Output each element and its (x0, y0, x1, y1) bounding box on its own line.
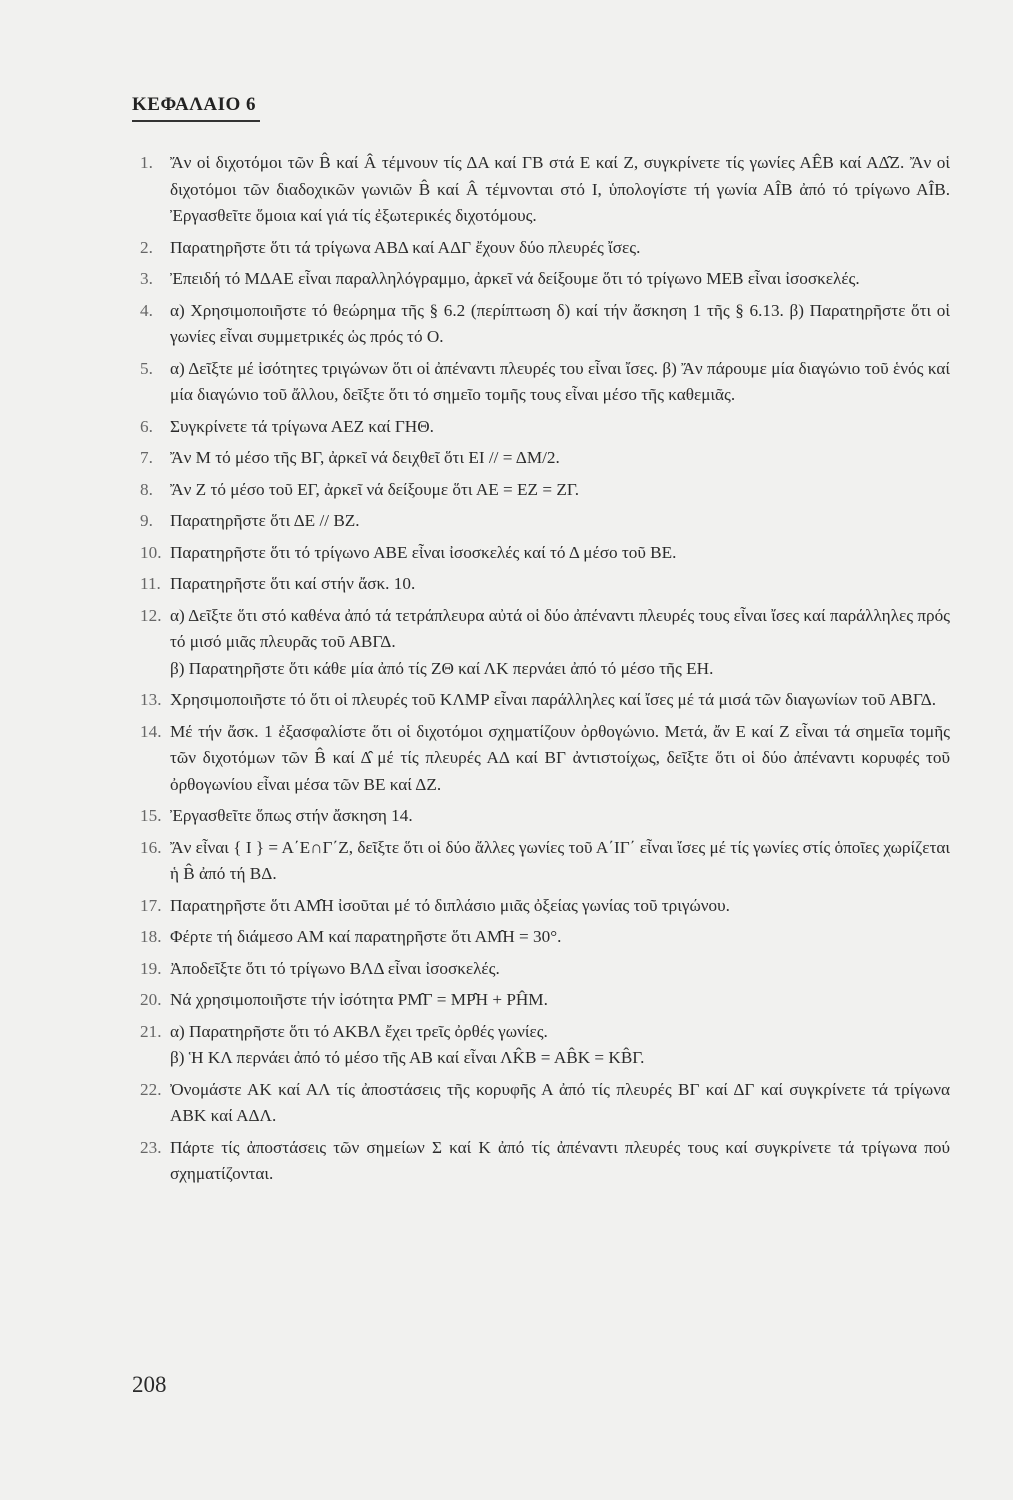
hint-item (140, 266, 950, 293)
chapter-heading: ΚΕΦΑΛΑΙΟ 6 (132, 94, 257, 115)
hint-item (140, 603, 950, 683)
hint-text: α) Χρησιμοποιῆστε τό θεώρημα τῆς § 6.2 (περίπτωση δ) καί τήν ἄσκηση 1 τῆς § 6.13. β) Παρατηρῆστε ὅτι οἱ γωνίες εἶναι συμμετρικές ὡς πρός τό Ο. (170, 300, 950, 346)
hint-number: 5. (140, 358, 153, 378)
hint-item (140, 687, 950, 714)
hint-number: 11. (140, 574, 161, 593)
hint-text: Ἐργασθεῖτε ὅπως στήν ἄσκηση 14. (170, 806, 413, 825)
hint-text: Ἄν Ζ τό μέσο τοῦ ΕΓ, ἀρκεῖ νά δείξουμε ὅτι ΑΕ = ΕΖ = ΖΓ. (170, 479, 579, 499)
hint-text: Συγκρίνετε τά τρίγωνα ΑΕΖ καί ΓΗΘ. (170, 416, 434, 436)
hint-text: Παρατηρῆστε ὅτι καί στήν ἄσκ. 10. (170, 574, 416, 593)
hint-item (140, 477, 950, 504)
hint-item (140, 540, 950, 567)
hint-text: Ἄν οἱ διχοτόμοι τῶν B̂ καί Â τέμνουν τίς ΔΑ καί ΓΒ στά Ε καί Ζ, συγκρίνετε τίς γωνίες ΑÊΒ καί ΑΔ̂Ζ. Ἄν οἱ διχοτόμοι τῶν διαδοχικῶν γωνιῶν B̂ καί Â τέμνονται στό Ι, ὑπολογίστε τή γωνία ΑÎΒ ἀπό τό τρίγωνο ΑÎΒ. Ἐργασθεῖτε ὅμοια καί γιά τίς ἐξωτερικές διχοτόμους. (170, 153, 950, 225)
hint-number: 22. (140, 1079, 162, 1099)
hint-text: Χρησιμοποιῆστε τό ὅτι οἱ πλευρές τοῦ ΚΛΜΡ εἶναι παράλληλες καί ἴσες μέ τά μισά τῶν διαγωνίων τοῦ ΑΒΓΔ. (170, 690, 937, 709)
hint-number: 1. (140, 153, 153, 172)
hint-text: Παρατηρῆστε ὅτι τά τρίγωνα ΑΒΔ καί ΑΔΓ ἔχουν δύο πλευρές ἴσες. (170, 237, 641, 257)
hint-number: 16. (140, 837, 162, 857)
hint-text: Ἄν Μ τό μέσο τῆς ΒΓ, ἀρκεῖ νά δειχθεῖ ὅτι ΕΙ // = ΔΜ/2. (170, 448, 560, 467)
hint-item (140, 150, 950, 230)
hint-number: 13. (140, 690, 162, 709)
hint-text: Ὀνομάστε ΑΚ καί ΑΛ τίς ἀποστάσεις τῆς κορυφῆς Α ἀπό τίς πλευρές ΒΓ καί ΔΓ καί συγκρίνετε τά τρίγωνα ΑΒΚ καί ΑΔΛ. (170, 1079, 950, 1125)
hint-item (140, 835, 950, 888)
hint-number: 6. (140, 416, 153, 436)
hint-text: α) Δεῖξτε μέ ἰσότητες τριγώνων ὅτι οἱ ἀπέναντι πλευρές του εἶναι ἴσες. β) Ἄν πάρουμε μία διαγώνιο τοῦ ἑνός καί μία διαγώνιο τοῦ ἄλλου, δεῖξτε ὅτι τό σημεῖο τομῆς τους εἶναι μέσο τῆς καθεμιᾶς. (170, 358, 950, 404)
hint-text: Πάρτε τίς ἀποστάσεις τῶν σημείων Σ καί Κ ἀπό τίς ἀπέναντι πλευρές τους καί συγκρίνετε τά τρίγωνα πού σχηματίζονται. (170, 1137, 950, 1183)
hint-text: α) Παρατηρῆστε ὅτι τό ΑΚΒΛ ἔχει τρεῖς ὀρθές γωνίες. β) Ἡ ΚΛ περνάει ἀπό τό μέσο τῆς ΑΒ καί εἶναι ΛK̂Β = ΑB̂Κ = ΚB̂Γ. (170, 1021, 645, 1067)
chapter-underline (132, 120, 260, 122)
hint-item (140, 445, 950, 472)
hint-text: Παρατηρῆστε ὅτι ΔΕ // ΒΖ. (170, 511, 360, 530)
hint-number: 7. (140, 448, 153, 467)
hint-number: 12. (140, 605, 162, 625)
hint-number: 14. (140, 721, 162, 741)
hint-item (140, 956, 950, 983)
hint-number: 19. (140, 958, 162, 978)
hint-item (140, 924, 950, 951)
hint-item (140, 235, 950, 262)
hint-text: Παρατηρῆστε ὅτι ΑΜ̂Η ἰσοῦται μέ τό διπλάσιο μιᾶς ὀξείας γωνίας τοῦ τριγώνου. (170, 895, 730, 915)
hint-number: 23. (140, 1137, 162, 1157)
page-number: 208 (132, 1372, 167, 1397)
hint-item (140, 298, 950, 351)
hint-item (140, 893, 950, 920)
hint-item (140, 508, 950, 535)
hint-number: 2. (140, 237, 153, 257)
hint-number: 15. (140, 806, 162, 825)
hint-number: 9. (140, 511, 153, 530)
hint-text: Ἐπειδή τό ΜΔΑΕ εἶναι παραλληλόγραμμο, ἀρκεῖ νά δείξουμε ὅτι τό τρίγωνο ΜΕΒ εἶναι ἰσοσκελές. (170, 269, 860, 288)
hint-number: 21. (140, 1021, 162, 1041)
hint-item (140, 719, 950, 799)
hint-number: 17. (140, 895, 162, 915)
hint-text: Παρατηρῆστε ὅτι τό τρίγωνο ΑΒΕ εἶναι ἰσοσκελές καί τό Δ μέσο τοῦ ΒΕ. (170, 542, 677, 562)
hint-text: α) Δεῖξτε ὅτι στό καθένα ἀπό τά τετράπλευρα αὐτά οἱ δύο ἀπέναντι πλευρές τους εἶναι ἴσες καί παράλληλες πρός τό μισό μιᾶς πλευρᾶς τοῦ ΑΒΓΔ. β) Παρατηρῆστε ὅτι κάθε μία ἀπό τίς ΖΘ καί ΛΚ περνάει ἀπό τό μέσο τῆς ΕΗ. (170, 605, 950, 678)
hint-item (140, 1135, 950, 1188)
hint-text: Νά χρησιμοποιῆστε τήν ἰσότητα ΡΜ̂Γ = ΜΡ̂Η + ΡĤΜ. (170, 990, 548, 1009)
hint-text: Ἀποδεῖξτε ὅτι τό τρίγωνο ΒΛΔ εἶναι ἰσοσκελές. (170, 958, 500, 978)
hint-item (140, 1077, 950, 1130)
hint-item (140, 571, 950, 598)
hint-text: Μέ τήν ἄσκ. 1 ἐξασφαλίστε ὅτι οἱ διχοτόμοι σχηματίζουν ὀρθογώνιο. Μετά, ἄν Ε καί Ζ εἶναι τά σημεῖα τομῆς τῶν διχοτόμων τῶν B̂ καί Δ̂ μέ τίς πλευρές ΑΔ καί ΒΓ ἀντιστοίχως, δεῖξτε ὅτι οἱ δύο ἀπέναντι κορυφές τοῦ ὀρθογωνίου εἶναι μέσα τῶν ΒΕ καί ΔΖ. (170, 721, 950, 794)
hint-number: 10. (140, 542, 162, 562)
hint-number: 3. (140, 269, 153, 288)
hints-list (140, 150, 950, 1193)
hint-text: Φέρτε τή διάμεσο ΑΜ καί παρατηρῆστε ὅτι ΑΜ̂Η = 30°. (170, 927, 562, 946)
hint-item (140, 1019, 950, 1072)
hint-item (140, 803, 950, 830)
hint-number: 8. (140, 479, 153, 499)
hint-item (140, 356, 950, 409)
hint-item (140, 414, 950, 441)
hint-text: Ἄν εἶναι { Ι } = Α΄Ε∩Γ΄Ζ, δεῖξτε ὅτι οἱ δύο ἄλλες γωνίες τοῦ Α΄ΙΓ΄ εἶναι ἴσες μέ τίς γωνίες στίς ὁποῖες χωρίζεται ἡ B̂ ἀπό τή ΒΔ. (170, 837, 950, 883)
hint-number: 18. (140, 927, 162, 946)
hint-item (140, 987, 950, 1014)
hint-number: 4. (140, 300, 153, 320)
hint-number: 20. (140, 990, 162, 1009)
